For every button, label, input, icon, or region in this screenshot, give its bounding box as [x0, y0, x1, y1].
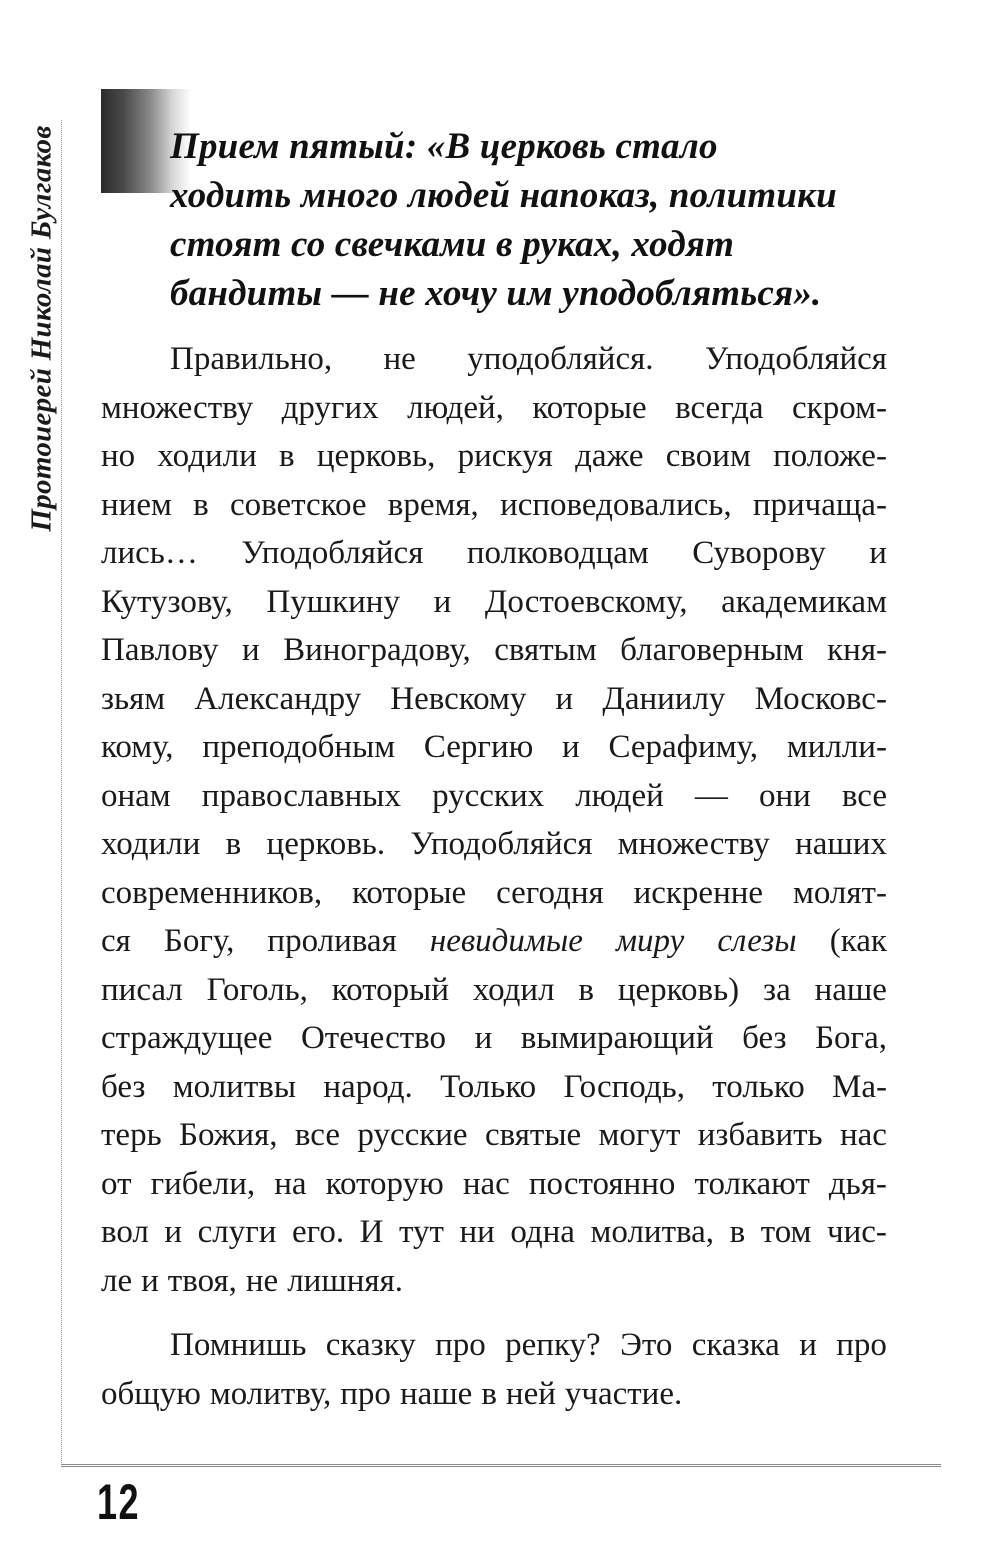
word: Кутузову, [101, 583, 233, 620]
text-line [101, 723, 887, 772]
word: на [274, 1165, 307, 1202]
word: но [101, 438, 136, 474]
word: Уподобляйся [704, 341, 887, 377]
word: кому, [101, 729, 174, 765]
paragraph-2 [101, 1321, 887, 1418]
text-line [101, 1160, 887, 1209]
paragraph-1 [101, 335, 887, 1305]
word: народ. [323, 1068, 413, 1105]
word: православных [201, 777, 401, 814]
word: которые [532, 389, 647, 426]
word: Павлову [101, 632, 219, 668]
word: И [359, 1214, 384, 1250]
word: Суворову [692, 535, 826, 571]
word: людей [575, 777, 664, 814]
word: исповедовались, [500, 486, 732, 523]
word: русские [357, 1117, 468, 1153]
word: невидимые [429, 923, 583, 959]
word: которые [351, 874, 467, 911]
word: нием [101, 486, 172, 523]
word: зьям [101, 680, 166, 717]
word: святые [484, 1117, 582, 1153]
word: сегодня [496, 874, 604, 911]
footer-rule [61, 1464, 941, 1467]
word: Отечество [300, 1020, 447, 1056]
text-line [101, 966, 887, 1015]
word: который [331, 971, 449, 1008]
word: ней [505, 1375, 556, 1412]
text-line [101, 1257, 887, 1306]
word: в [729, 1214, 746, 1250]
word: русских [432, 777, 545, 814]
word: ходили [157, 438, 257, 474]
text-line [101, 1014, 887, 1063]
word: сказка [691, 1327, 780, 1363]
word: и [869, 535, 887, 571]
word: всегда [675, 389, 764, 426]
word: все [294, 1117, 340, 1153]
word: Уподобляйся [241, 535, 424, 571]
word: Пушкину [266, 583, 400, 620]
word: наших [795, 826, 887, 862]
word: в [193, 486, 209, 523]
word: рискуя [457, 438, 553, 474]
text-line [101, 869, 887, 918]
word: твоя, [167, 1262, 237, 1299]
word: в [279, 438, 295, 474]
text-line [101, 1111, 887, 1160]
word: милли- [786, 729, 887, 765]
word: и [555, 680, 574, 717]
word: академикам [721, 583, 887, 620]
word: только [712, 1068, 805, 1105]
word: лись… [101, 535, 198, 571]
word: общую [101, 1375, 201, 1412]
word: церковь, [316, 438, 436, 474]
word: преподобным [202, 729, 396, 765]
word: положе- [773, 438, 887, 474]
word: слезы [717, 923, 797, 959]
word: современников, [101, 874, 323, 911]
word: от [101, 1165, 132, 1202]
text-line [101, 335, 887, 384]
word: Бога, [815, 1020, 887, 1056]
word: ле [101, 1262, 133, 1299]
word: наше [814, 971, 887, 1008]
word: онам [101, 777, 171, 814]
word: писал [101, 971, 183, 1008]
word: Помнишь [170, 1327, 307, 1363]
word: множеству [101, 389, 254, 426]
word: и [562, 729, 580, 765]
word: ходил [472, 971, 555, 1008]
word: в [225, 826, 242, 862]
word: Серафиму, [608, 729, 759, 765]
word: терь [101, 1117, 162, 1153]
word: и [433, 583, 452, 620]
text-line [101, 917, 887, 966]
word: Богу, [163, 923, 235, 959]
word: даже [575, 438, 644, 474]
word: Невскому [390, 680, 527, 717]
word: без [742, 1020, 787, 1056]
word: святым [494, 632, 597, 668]
word: причаща- [752, 486, 887, 523]
word: чис- [826, 1214, 887, 1250]
word: проливая [267, 923, 397, 959]
word: Даниилу [602, 680, 726, 717]
text-line [101, 1208, 887, 1257]
text-line [101, 1321, 887, 1370]
word: могут [598, 1117, 681, 1153]
word: про [340, 1375, 391, 1412]
word: полководцам [466, 535, 649, 571]
word: благоверным [620, 632, 804, 668]
word: Божия, [179, 1117, 278, 1153]
body-text [101, 335, 887, 1418]
word: Ма- [832, 1068, 887, 1105]
word: уподобляйся. [467, 341, 654, 377]
text-line [101, 772, 887, 821]
word: нас [840, 1117, 887, 1153]
word: ходили [101, 826, 201, 862]
word: молят- [792, 874, 887, 911]
word: постоянно [528, 1165, 676, 1202]
word: страждущее [101, 1020, 273, 1056]
word: и [241, 632, 260, 668]
word: вымирающий [520, 1020, 714, 1056]
word: одна [510, 1214, 575, 1250]
word: участие. [564, 1375, 683, 1412]
word: и [141, 1262, 159, 1299]
word: (как [829, 923, 887, 959]
word: Уподобляйся [410, 826, 593, 862]
word: том [760, 1214, 812, 1250]
word: ни [459, 1214, 495, 1250]
word: время, [387, 486, 479, 523]
word: Правильно, [170, 341, 333, 377]
word: в [578, 971, 595, 1008]
text-line [101, 432, 887, 481]
heading-line: Прием пятый: «В церковь стало [170, 126, 718, 167]
word: вол [101, 1214, 149, 1250]
word: толкают [694, 1165, 810, 1202]
word: Достоевскому, [484, 583, 688, 620]
word: и [799, 1327, 817, 1363]
word: Александру [194, 680, 362, 717]
word: множеству [617, 826, 770, 862]
word: своим [665, 438, 751, 474]
word: Виноградову, [283, 632, 471, 668]
word: лишняя. [287, 1262, 403, 1299]
word: — [694, 777, 728, 814]
heading-line: ходить много людей напоказ, политики [170, 175, 837, 216]
word: Московс- [754, 680, 887, 717]
text-line [101, 626, 887, 675]
word: молитву, [209, 1375, 332, 1412]
text-line [101, 1370, 887, 1419]
word: они [758, 777, 811, 814]
word: церковь) [617, 971, 740, 1008]
word: все [841, 777, 887, 814]
word: избавить [697, 1117, 823, 1153]
word: ся [101, 923, 131, 959]
page-number: 12 [97, 1474, 140, 1530]
word: скром- [792, 389, 887, 426]
word: Гоголь, [206, 971, 308, 1008]
vertical-rule [61, 120, 62, 1465]
word: людей, [407, 389, 504, 426]
word: его. [291, 1214, 345, 1250]
word: церковь. [266, 826, 386, 862]
word: не [245, 1262, 279, 1299]
running-head [22, 98, 62, 558]
word: Сергию [423, 729, 534, 765]
word: гибели, [150, 1165, 256, 1202]
word: и [474, 1020, 493, 1056]
word: других [281, 389, 379, 426]
word: искренне [633, 874, 764, 911]
word: советское [229, 486, 367, 523]
word: не [383, 341, 416, 377]
text-line [101, 578, 887, 627]
word: нас [462, 1165, 510, 1202]
word: сказку [325, 1327, 416, 1363]
text-line [101, 675, 887, 724]
text-line [101, 820, 887, 869]
word: Это [620, 1327, 673, 1363]
word: слуги [197, 1214, 277, 1250]
word: дья- [828, 1165, 887, 1202]
heading-line: стоят со свечками в руках, ходят [170, 224, 735, 265]
word: тут [399, 1214, 444, 1250]
text-line [101, 481, 887, 530]
word: миру [616, 923, 685, 959]
word: и [164, 1214, 183, 1250]
word: кня- [827, 632, 887, 668]
text-line [101, 529, 887, 578]
heading-line: бандиты — не хочу им уподобляться». [170, 273, 822, 314]
word: молитва, [590, 1214, 715, 1250]
text-line [101, 1063, 887, 1112]
running-head-text: Протоиерей Николай Булгаков [25, 124, 58, 532]
word: которую [325, 1165, 444, 1202]
word: Господь, [563, 1068, 685, 1105]
word: наше [399, 1375, 473, 1412]
text-line [101, 384, 887, 433]
section-heading [170, 122, 900, 318]
word: репку? [505, 1327, 601, 1363]
word: про [836, 1327, 887, 1363]
word: за [763, 971, 791, 1008]
word: Только [440, 1068, 537, 1105]
word: про [435, 1327, 486, 1363]
word: молитвы [172, 1068, 297, 1105]
word: в [481, 1375, 497, 1412]
word: без [101, 1068, 146, 1105]
